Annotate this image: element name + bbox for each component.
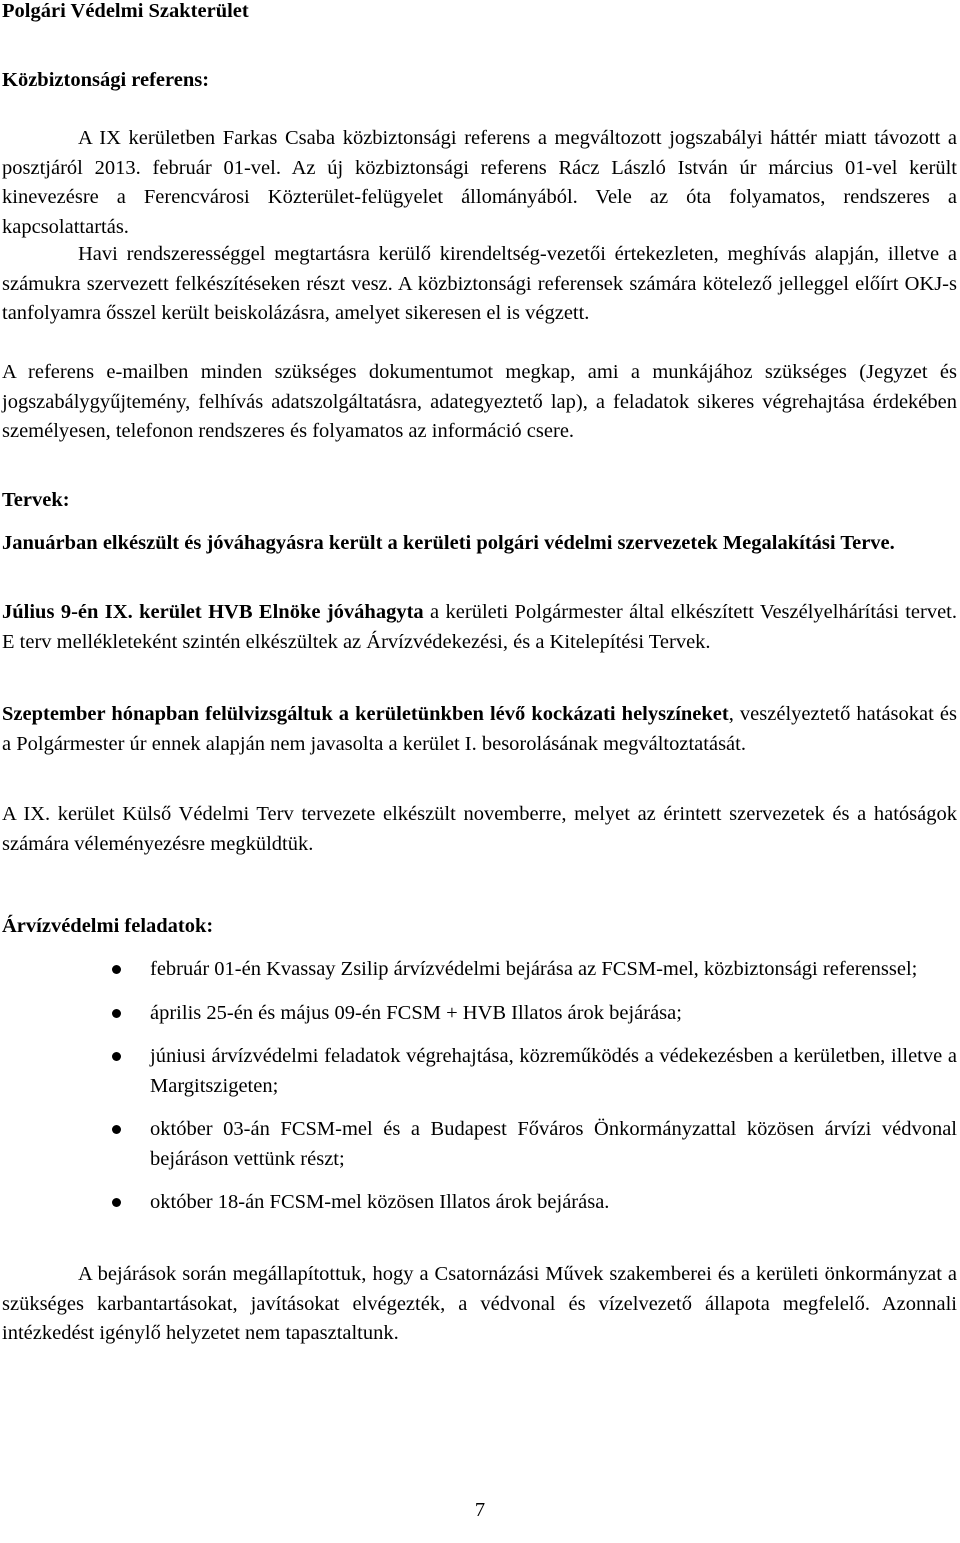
tervek-paragraph-4: A IX. kerület Külső Védelmi Terv tervezete elkészült novemberre, melyet az érintett szervezetek és a hatóságok számára véleményezésre megküldtük. <box>2 803 957 855</box>
bullet-icon <box>112 965 121 974</box>
tervek-heading: Tervek: <box>2 489 70 511</box>
list-item <box>0 1042 957 1101</box>
tervek-paragraph-3 <box>2 700 957 759</box>
arviz-closing-paragraph: A bejárások során megállapítottuk, hogy a Csatornázási Művek szakemberei és a kerületi önkormányzat a szükséges karbantartásokat, javításokat elvégezték, a védvonal és vízelvezető állapota megfelelő. Azonnali intézkedést igénylő helyzetet nem tapasztaltunk. <box>2 1263 957 1344</box>
arviz-task-list <box>0 955 957 1218</box>
list-item-text: április 25-én és május 09-én FCSM + HVB Illatos árok bejárása; <box>150 1001 682 1024</box>
bullet-icon <box>112 1125 121 1134</box>
referens-paragraph-3: A referens e-mailben minden szükséges dokumentumot megkap, ami a munkájához szükséges (Jegyzet és jogszabálygyűjtemény, felhívás adatszolgáltatásra, adategyeztető lap), a feladatok sikeres végrehajtása érdekében személyesen, telefonon rendszeres és folyamatos az információ csere. <box>2 361 957 442</box>
page-number: 7 <box>474 1499 486 1521</box>
referens-paragraph-1: A IX kerületben Farkas Csaba közbiztonsági referens a megváltozott jogszabályi háttér miatt távozott a posztjáról 2013. február 01-vel. Az új közbiztonsági referens Rácz László István úr március 01-vel került kinevezésre a Ferencvárosi Közterület-felügyelet állományából. Vele az óta folyamatos, rendszeres a kapcsolattartás. <box>2 127 957 238</box>
list-item <box>0 1115 957 1174</box>
list-item <box>0 955 957 985</box>
list-item <box>0 1188 957 1218</box>
tervek-paragraph-2-rest: a kerületi Polgármester által elkészített Veszélyelhárítási tervet. E terv mellékleteként szintén elkészültek az Árvízvédekezési, és a Kitelepítési Tervek. <box>2 601 957 653</box>
list-item-text: júniusi árvízvédelmi feladatok végrehajtása, közreműködés a védekezésben a kerületben, illetve a Margitszigeten; <box>150 1045 957 1097</box>
bullet-icon <box>112 1198 121 1207</box>
referens-paragraph-2: Havi rendszerességgel megtartásra kerülő kirendeltség-vezetői értekezleten, meghívás alapján, illetve a számukra szervezett felkészítéseken részt vesz. A közbiztonsági referensek számára kötelező jelleggel előírt OKJ-s tanfolyamra ősszel került beiskolázásra, amelyet sikeresen el is végzett. <box>2 243 957 324</box>
list-item-text: október 18-án FCSM-mel közösen Illatos árok bejárása. <box>150 1191 610 1213</box>
list-item-text: február 01-én Kvassay Zsilip árvízvédelmi bejárása az FCSM-mel, közbiztonsági referenssel; <box>150 958 918 980</box>
tervek-paragraph-1: Januárban elkészült és jóváhagyásra került a kerületi polgári védelmi szervezetek Megalakítási Terve. <box>2 532 895 554</box>
tervek-paragraph-3-bold: Szeptember hónapban felülvizsgáltuk a kerületünkben lévő kockázati helyszíneket <box>2 703 729 725</box>
tervek-paragraph-2 <box>2 598 957 657</box>
tervek-paragraph-3-rest: , veszélyeztető hatásokat és a Polgármester úr ennek alapján nem javasolta a kerület I. besorolásának megváltoztatását. <box>2 703 957 755</box>
arviz-heading: Árvízvédelmi feladatok: <box>2 915 214 937</box>
section-title: Polgári Védelmi Szakterület <box>2 0 249 22</box>
tervek-paragraph-2-bold: Július 9-én IX. kerület HVB Elnöke jóváhagyta <box>2 601 424 623</box>
list-item-text: október 03-án FCSM-mel és a Budapest Főváros Önkormányzattal közösen árvízi védvonal bejáráson vettünk részt; <box>150 1118 957 1170</box>
bullet-icon <box>112 1009 121 1018</box>
bullet-icon <box>112 1052 121 1061</box>
referens-heading: Közbiztonsági referens: <box>2 69 210 91</box>
list-item <box>0 999 957 1029</box>
